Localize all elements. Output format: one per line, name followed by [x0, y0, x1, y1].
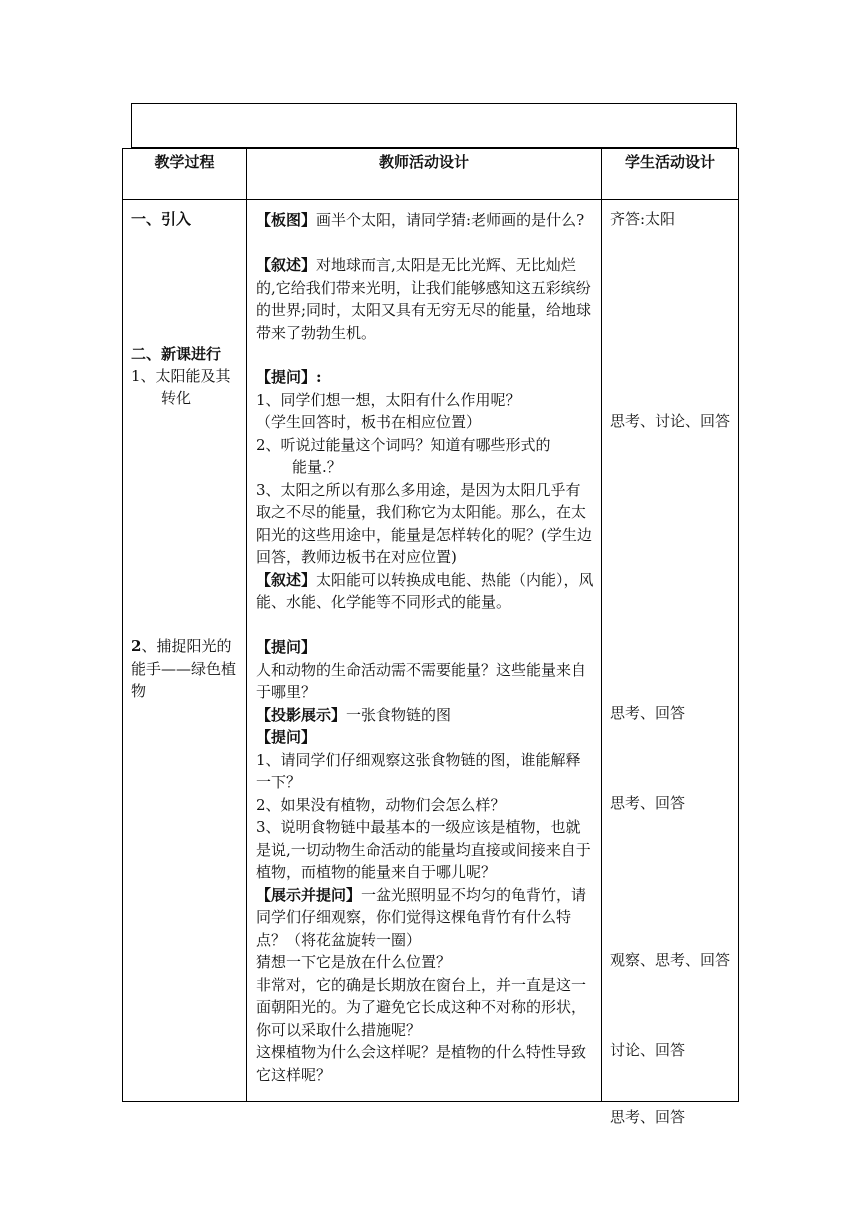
header-process: 教学过程 [123, 149, 247, 200]
table-header-row [123, 149, 739, 200]
student-column [602, 200, 739, 1126]
student-answer-1: 齐答:太阳 [610, 210, 676, 228]
student-answer-3: 思考、回答 [610, 704, 686, 722]
teacher-narration-1: 【叙述】对地球而言,太阳是无比光辉、无比灿烂的,它给我们带来光明，让我们能够感知这五彩缤纷的世界;同时，太阳又具有无穷无尽的能量，给地球带来了勃勃生机。 [256, 256, 592, 342]
process-intro: 一、引入 [131, 210, 192, 228]
lesson-plan-table [122, 148, 739, 1126]
teacher-column [247, 200, 602, 1102]
process-new-lesson: 二、新课进行 [131, 345, 222, 363]
student-answer-6: 讨论、回答 [610, 1041, 686, 1059]
teacher-board-drawing: 【板图】画半个太阳，请同学猜:老师画的是什么? [256, 211, 585, 229]
process-section-1-line2: 转化 [161, 389, 192, 407]
process-section-2: 2、捕捉阳光的能手——绿色植物 [131, 637, 237, 700]
header-teacher: 教师活动设计 [247, 149, 602, 200]
student-answer-5: 观察、思考、回答 [610, 951, 731, 969]
student-answer-4: 思考、回答 [610, 794, 686, 812]
top-empty-box [131, 103, 737, 148]
process-column [123, 200, 247, 1102]
student-answer-7: 思考、回答 [610, 1108, 686, 1126]
process-section-1-line1: 1、太阳能及其 [131, 367, 231, 385]
teacher-question-block-2: 【提问】 人和动物的生命活动需不需要能量？这些能量来自于哪里？ 【投影展示】一张食物链的图 【提问】 1、请同学们仔细观察这张食物链的图，谁能解释一下？ 2、如果没有植物，动物们会怎么样？ 3、说明食物链中最基本的一级应该是植物，也就是说,一切动物生命活动的能量均直接或间接来自于植物，而植物的能量来自于哪儿呢？ 【展示并提问】一盆光照明显不均匀的龟背竹，请同学们仔细观察，你们觉得这棵龟背竹有什么特点？（将花盆旋转一圈） 猜想一下它是放在什么位置？ 非常对，它的确是长期放在窗台上，并一直是这一面朝阳光的。为了避免它长成这种不对称的形状，你可以采取什么措施呢？ 这棵植物为什么会这样呢？是植物的什么特性导致它这样呢？ [256, 638, 591, 1084]
student-answer-2: 思考、讨论、回答 [610, 412, 731, 430]
table-body-row [123, 200, 739, 1102]
teacher-question-block-1: 【提问】: 1、同学们想一想，太阳有什么作用呢？ （学生回答时，板书在相应位置） 2、听说过能量这个词吗？知道有哪些形式的 能量.？ 3、太阳之所以有那么多用途，是因为太阳几乎有取之不尽的能量，我们称它为太阳能。那么，在太阳光的这些用途中，能量是怎样转化的呢？(学生边回答，教师边板书在对应位置) 【叙述】太阳能可以转换成电能、热能（内能），风能、水能、化学能等不同形式的能量。 [256, 368, 594, 611]
header-student: 学生活动设计 [602, 149, 739, 200]
